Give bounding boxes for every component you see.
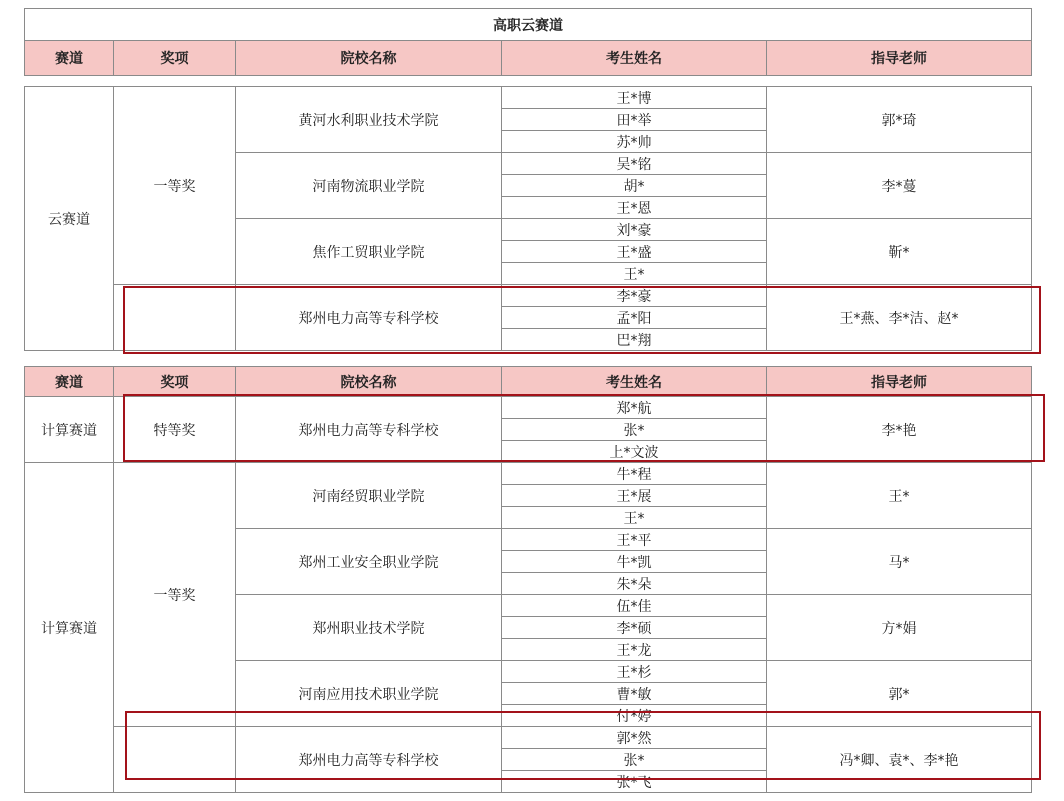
teacher-cell: 方*娟	[767, 595, 1032, 661]
student-cell: 胡*	[502, 175, 767, 197]
student-cell: 王*盛	[502, 241, 767, 263]
school-cell: 郑州职业技术学院	[236, 595, 502, 661]
student-cell: 刘*豪	[502, 219, 767, 241]
track-cell: 计算赛道	[25, 397, 114, 463]
header-track: 赛道	[25, 41, 114, 76]
student-cell: 郭*然	[502, 727, 767, 749]
student-cell: 伍*佳	[502, 595, 767, 617]
student-cell: 王*博	[502, 87, 767, 109]
student-cell: 王*	[502, 263, 767, 285]
student-cell: 苏*帅	[502, 131, 767, 153]
header-award: 奖项	[114, 41, 236, 76]
student-cell: 巴*翔	[502, 329, 767, 351]
school-cell: 黄河水利职业技术学院	[236, 87, 502, 153]
compute-track-table	[24, 366, 1032, 793]
student-cell: 孟*阳	[502, 307, 767, 329]
table-title: 高职云赛道	[25, 9, 1032, 41]
student-cell: 朱*朵	[502, 573, 767, 595]
student-cell: 王*平	[502, 529, 767, 551]
student-cell: 王*展	[502, 485, 767, 507]
student-cell: 牛*程	[502, 463, 767, 485]
header-student: 考生姓名	[502, 41, 767, 76]
student-cell: 田*举	[502, 109, 767, 131]
teacher-cell: 王*燕、李*洁、赵*	[767, 285, 1032, 351]
student-cell: 张*	[502, 419, 767, 441]
award-cell: 一等奖	[114, 463, 236, 727]
award-cell-empty	[114, 727, 236, 793]
teacher-cell: 郭*琦	[767, 87, 1032, 153]
header-teacher: 指导老师	[767, 41, 1032, 76]
student-cell: 王*	[502, 507, 767, 529]
table-row	[25, 87, 1032, 109]
header-school: 院校名称	[236, 41, 502, 76]
student-cell: 李*豪	[502, 285, 767, 307]
table-row	[25, 397, 1032, 419]
school-cell: 河南物流职业学院	[236, 153, 502, 219]
school-cell: 郑州工业安全职业学院	[236, 529, 502, 595]
school-cell: 焦作工贸职业学院	[236, 219, 502, 285]
teacher-cell: 李*艳	[767, 397, 1032, 463]
teacher-cell: 马*	[767, 529, 1032, 595]
student-cell: 王*恩	[502, 197, 767, 219]
teacher-cell: 郭*	[767, 661, 1032, 727]
student-cell: 郑*航	[502, 397, 767, 419]
header-track: 赛道	[25, 367, 114, 397]
award-cell: 一等奖	[114, 87, 236, 285]
track-cell: 计算赛道	[25, 463, 114, 793]
school-cell: 郑州电力高等专科学校	[236, 285, 502, 351]
student-cell: 牛*凯	[502, 551, 767, 573]
student-cell: 王*龙	[502, 639, 767, 661]
award-cell-empty	[114, 285, 236, 351]
school-cell: 郑州电力高等专科学校	[236, 397, 502, 463]
header-school: 院校名称	[236, 367, 502, 397]
teacher-cell: 冯*卿、袁*、李*艳	[767, 727, 1032, 793]
teacher-cell: 靳*	[767, 219, 1032, 285]
header-award: 奖项	[114, 367, 236, 397]
student-cell: 张*飞	[502, 771, 767, 793]
student-cell: 上*文波	[502, 441, 767, 463]
table-row	[25, 727, 1032, 749]
header-teacher: 指导老师	[767, 367, 1032, 397]
header-student: 考生姓名	[502, 367, 767, 397]
table-row	[25, 285, 1032, 307]
student-cell: 张*	[502, 749, 767, 771]
school-cell: 郑州电力高等专科学校	[236, 727, 502, 793]
award-cell: 特等奖	[114, 397, 236, 463]
student-cell: 王*杉	[502, 661, 767, 683]
spacer	[25, 76, 1032, 87]
student-cell: 李*硕	[502, 617, 767, 639]
teacher-cell: 李*蔓	[767, 153, 1032, 219]
student-cell: 付*婷	[502, 705, 767, 727]
track-cell: 云赛道	[25, 87, 114, 351]
student-cell: 吴*铭	[502, 153, 767, 175]
table-row	[25, 463, 1032, 485]
school-cell: 河南经贸职业学院	[236, 463, 502, 529]
student-cell: 曹*敏	[502, 683, 767, 705]
cloud-track-table	[24, 8, 1032, 351]
teacher-cell: 王*	[767, 463, 1032, 529]
school-cell: 河南应用技术职业学院	[236, 661, 502, 727]
